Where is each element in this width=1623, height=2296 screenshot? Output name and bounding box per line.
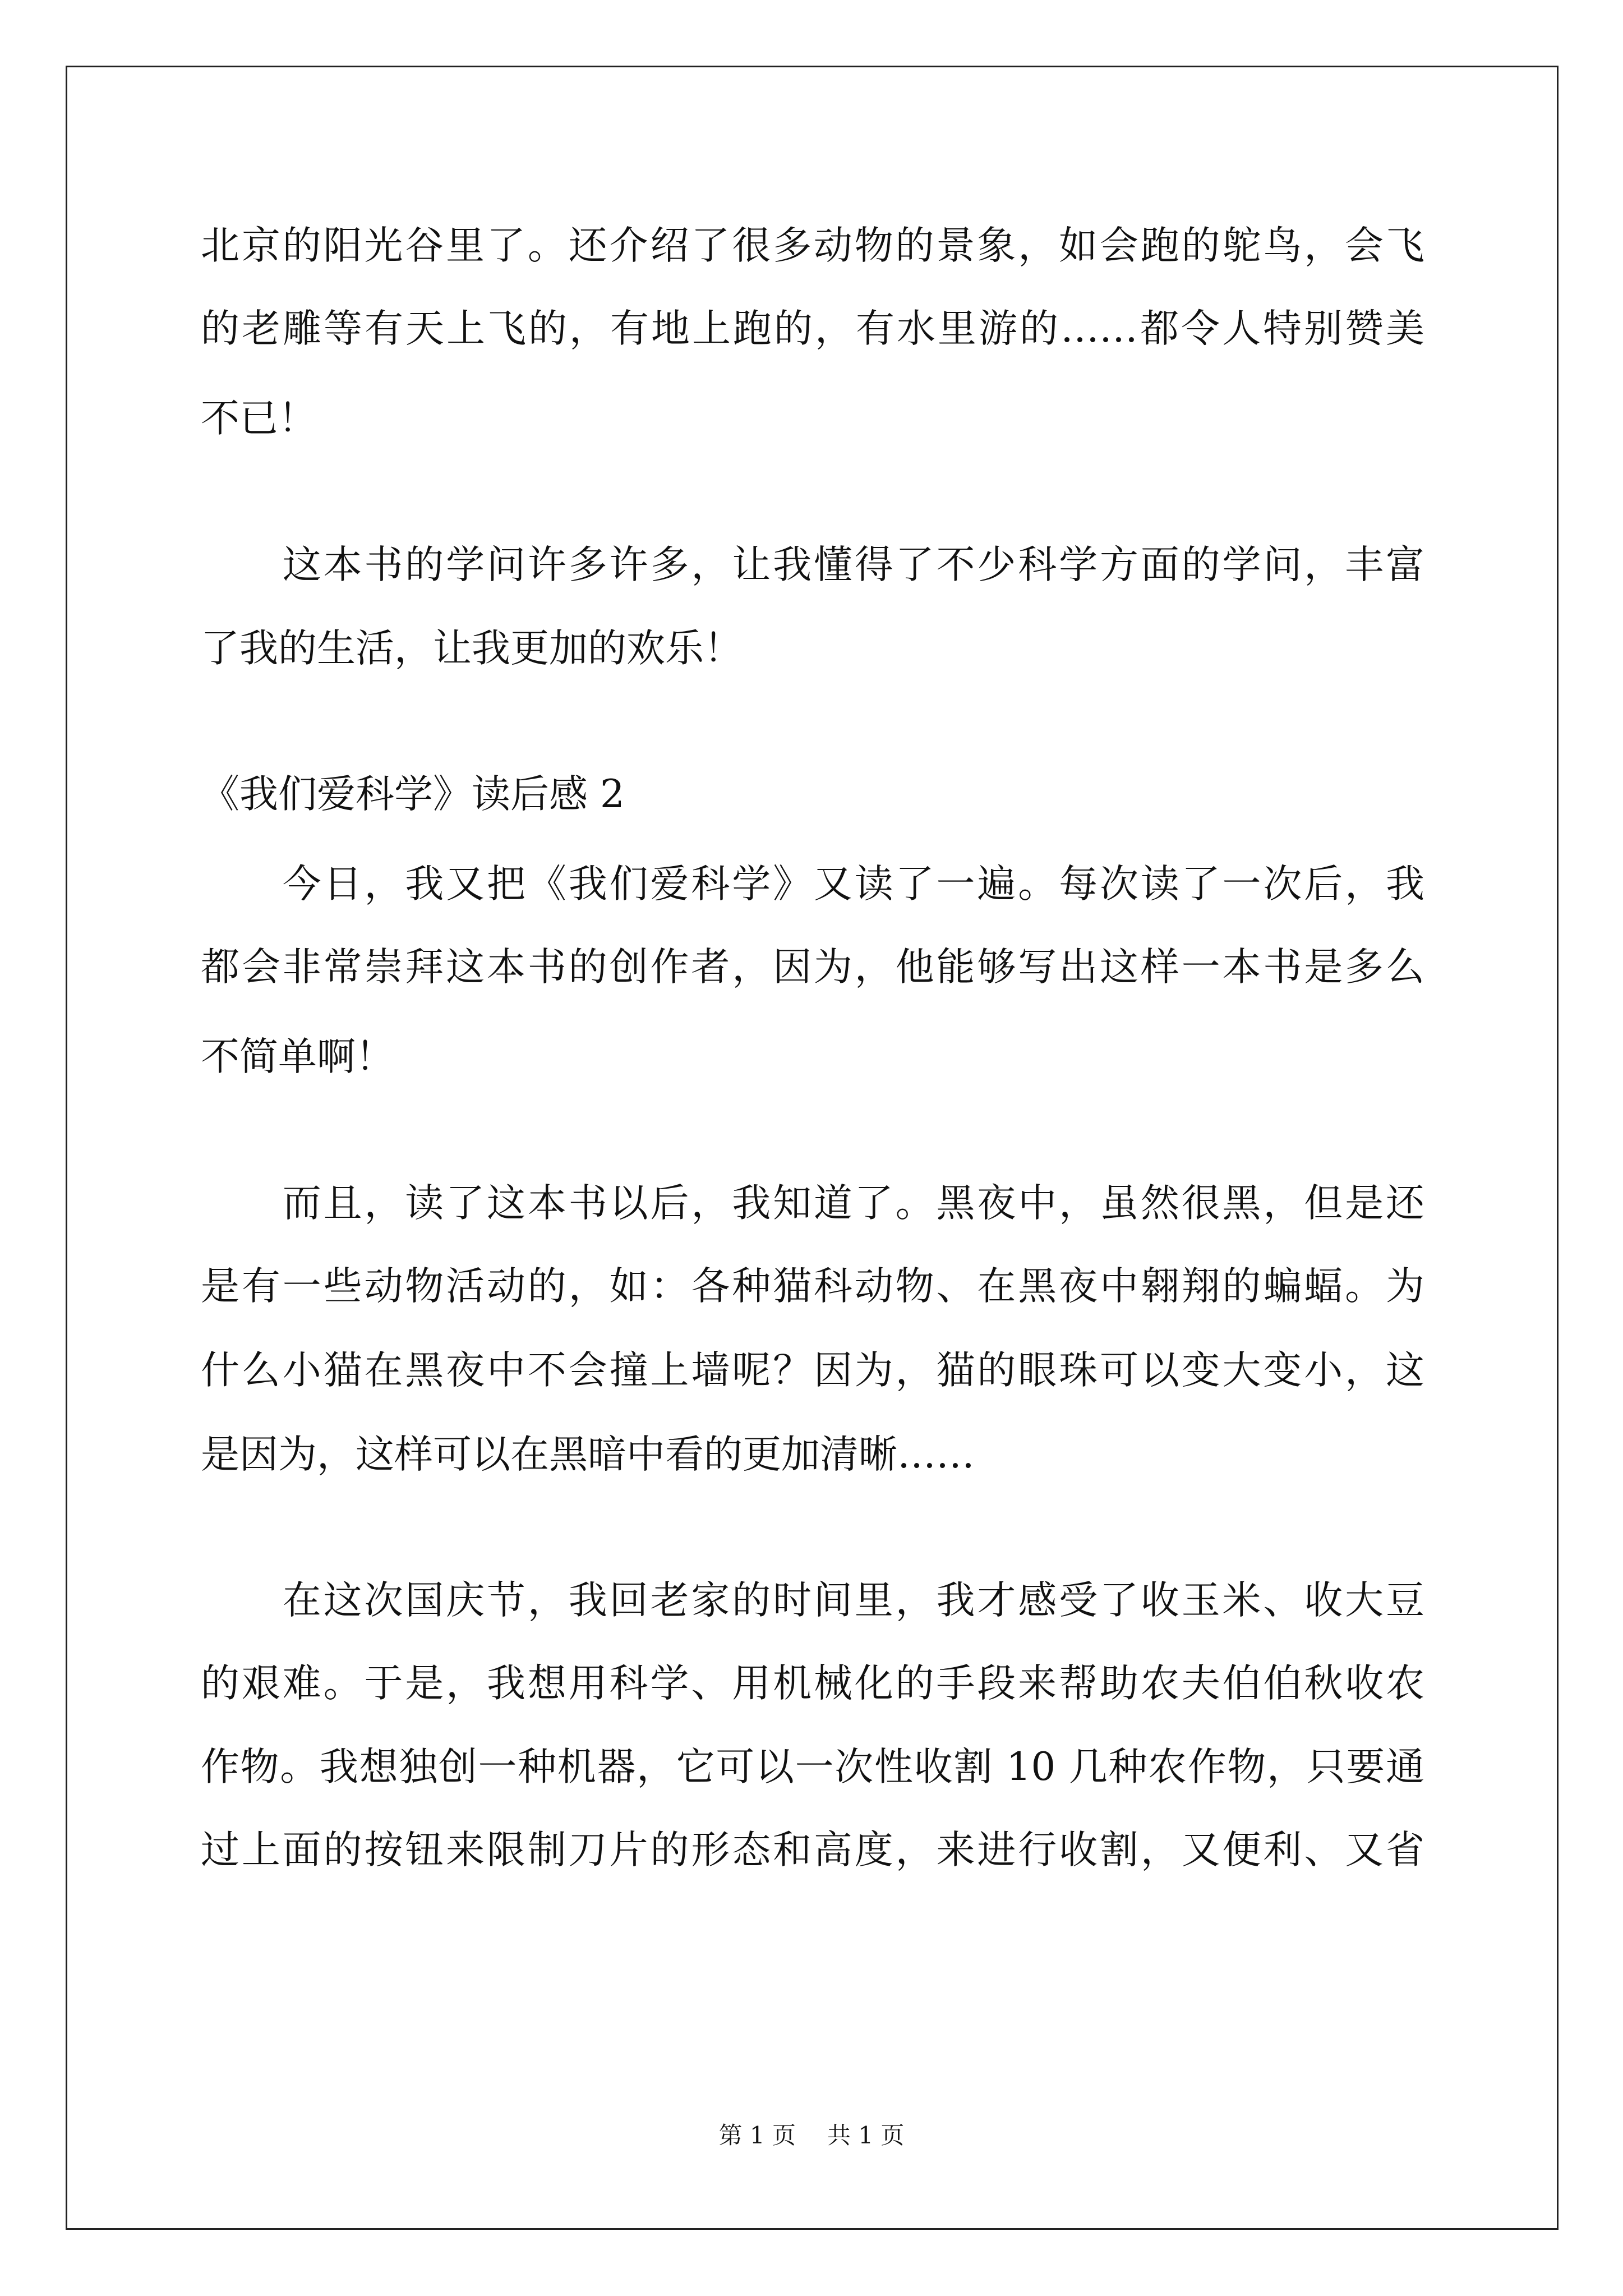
text-line: 不简单啊！ xyxy=(201,1034,394,1079)
total-pages-label: 共 1 页 xyxy=(827,2122,905,2149)
text-line: 了我的生活，让我更加的欢乐！ xyxy=(201,626,743,671)
text-line: 是有一些动物活动的，如：各种猫科动物、在黑夜中翱翔的蝙蝠。为 xyxy=(201,1264,1424,1309)
text-line: 什么小猫在黑夜中不会撞上墙呢？因为，猫的眼珠可以变大变小，这 xyxy=(201,1348,1424,1393)
text-line: 是因为，这样可以在黑暗中看的更加清晰…… xyxy=(201,1432,975,1477)
page-footer xyxy=(0,2122,1623,2150)
text-line: 这本书的学问许多许多，让我懂得了不少科学方面的学问，丰富 xyxy=(201,542,1424,587)
text-line: 而且，读了这本书以后，我知道了。黑夜中，虽然很黑，但是还 xyxy=(201,1181,1424,1226)
text-line: 作物。我想独创一种机器，它可以一次性收割 10 几种农作物，只要通 xyxy=(201,1745,1424,1789)
text-line: 不已！ xyxy=(201,396,317,441)
section-heading: 《我们爱科学》读后感 2 xyxy=(201,772,625,817)
current-page-label: 第 1 页 xyxy=(718,2122,796,2149)
text-line: 都会非常崇拜这本书的创作者，因为，他能够写出这样一本书是多么 xyxy=(201,945,1424,990)
text-line: 的老雕等有天上飞的，有地上跑的，有水里游的……都令人特别赞美 xyxy=(201,306,1424,351)
text-line: 的艰难。于是，我想用科学、用机械化的手段来帮助农夫伯伯秋收农 xyxy=(201,1661,1424,1706)
text-line: 在这次国庆节，我回老家的时间里，我才感受了收玉米、收大豆 xyxy=(201,1578,1424,1623)
text-line: 今日，我又把《我们爱科学》又读了一遍。每次读了一次后，我 xyxy=(201,862,1424,907)
text-line: 过上面的按钮来限制刀片的形态和高度，来进行收割，又便利、又省 xyxy=(201,1828,1424,1872)
text-line: 北京的阳光谷里了。还介绍了很多动物的景象，如会跑的鸵鸟，会飞 xyxy=(201,223,1424,268)
